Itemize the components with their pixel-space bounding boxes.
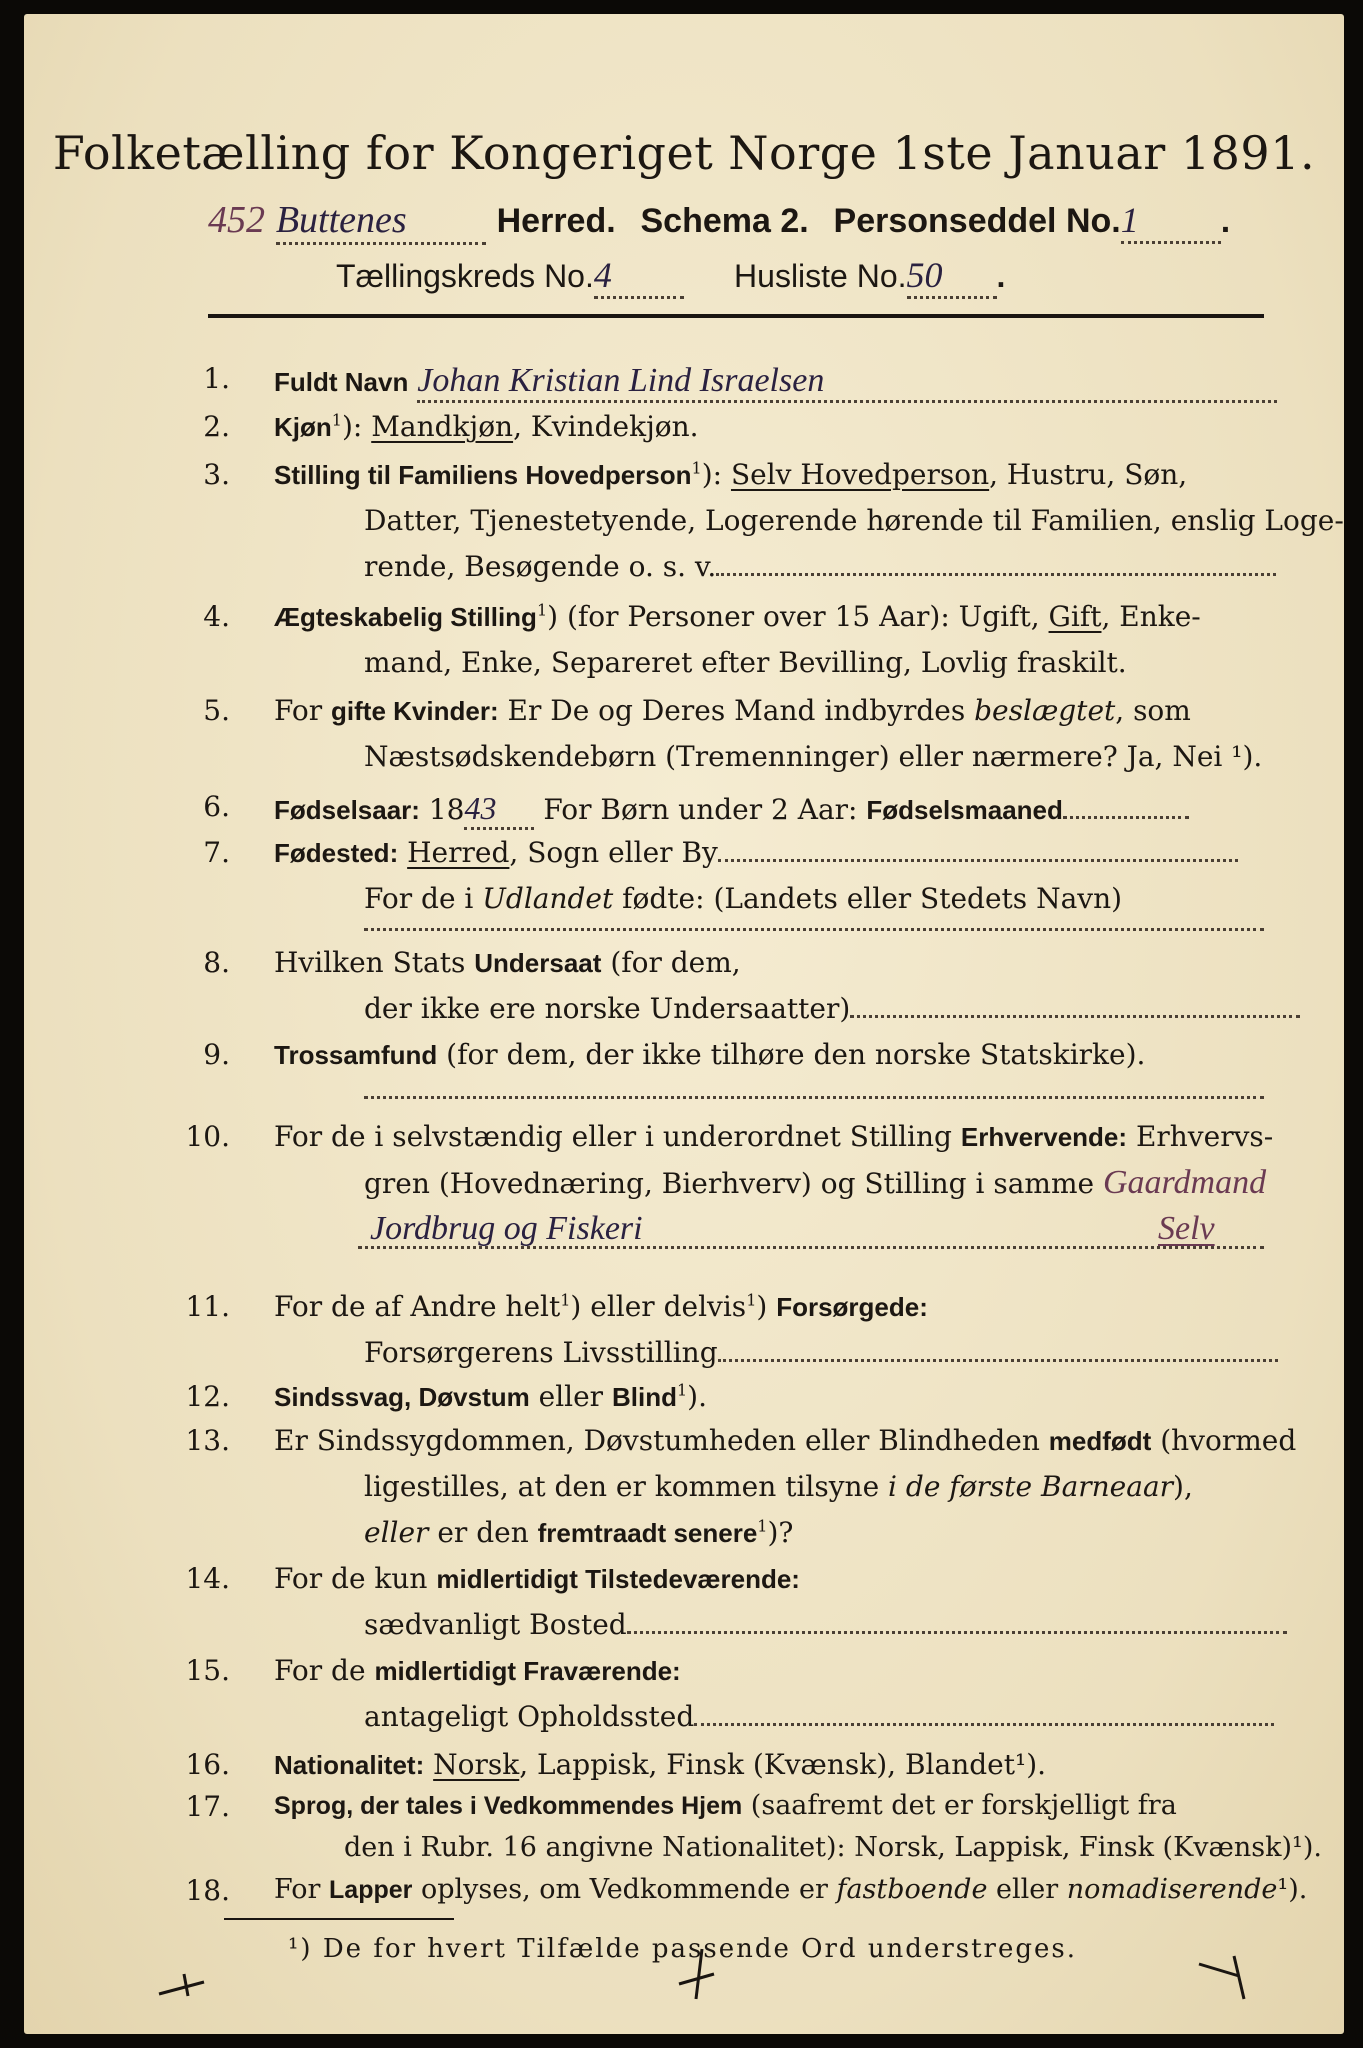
q6-birthmonth-field[interactable]: [1063, 816, 1189, 819]
q14-label: midlertidigt Tilstedeværende:: [436, 1564, 800, 1594]
q4-option-gift[interactable]: Gift: [1048, 600, 1102, 633]
q12-number: 12.: [185, 1380, 230, 1413]
tie-mark-right: [1194, 1944, 1254, 2004]
q7-foreign-field[interactable]: [364, 914, 1264, 931]
q3-answer-field[interactable]: [716, 573, 1276, 576]
q4-number: 4.: [203, 600, 230, 633]
q7-answer-field[interactable]: [718, 859, 1238, 862]
personseddel-label: Personseddel No.: [833, 202, 1121, 240]
q15-number: 15.: [185, 1654, 230, 1687]
q2-label: Kjøn: [274, 412, 332, 442]
q13-line3: eller er den fremtraadt senere$^1$)?: [364, 1516, 794, 1549]
q7-label: Fødested:: [274, 838, 399, 868]
tie-mark-left: [154, 1964, 214, 2004]
q15-line2: antageligt Opholdssted: [364, 1700, 1274, 1733]
footnote-rule: [224, 1918, 454, 1920]
census-form-sheet: [24, 14, 1344, 2034]
herred-label: Herred.: [496, 202, 616, 240]
header-line-herred: 452 Buttenes Herred. Schema 2. Personseddel No.1 .: [208, 198, 1230, 245]
q10-number: 10.: [185, 1120, 230, 1153]
q14-line2: sædvanligt Bosted: [364, 1608, 1287, 1641]
municipality-field[interactable]: Buttenes: [276, 198, 486, 245]
q15-answer-field[interactable]: [694, 1723, 1274, 1726]
q6-birthyear-field[interactable]: 43: [464, 790, 534, 830]
q14-answer-field[interactable]: [627, 1631, 1287, 1634]
q11-row: For de af Andre helt$^1$) eller delvis$^1$) Forsørgede:: [274, 1290, 928, 1323]
q16-option-norsk[interactable]: Norsk: [433, 1748, 520, 1781]
q3-number: 3.: [203, 458, 230, 491]
q1-label: Fuldt Navn: [274, 367, 409, 397]
q13-row: Er Sindssygdommen, Døvstumheden eller Blindheden medfødt (hvormed: [274, 1424, 1297, 1457]
q8-label: Undersaat: [474, 948, 602, 978]
q14-row: For de kun midlertidigt Tilstedeværende:: [274, 1562, 800, 1595]
q17-row: Sprog, der tales i Vedkommendes Hjem (saafremt det er forskjelligt fra: [274, 1790, 1177, 1821]
q6-label: Fødselsaar:: [274, 795, 420, 825]
q9-row: Trossamfund (for dem, der ikke tilhøre den norske Statskirke).: [274, 1038, 1146, 1071]
q4-label: Ægteskabelig Stilling: [274, 602, 537, 632]
q5-label: gifte Kvinder:: [331, 696, 499, 726]
q4-row: Ægteskabelig Stilling$^1$) (for Personer over 15 Aar): Ugift, Gift, Enke-: [274, 600, 1201, 633]
q17-line2: den i Rubr. 16 angivne Nationalitet): Norsk, Lappisk, Finsk (Kvænsk)¹).: [344, 1832, 1322, 1863]
q18-label: Lapper: [329, 1876, 413, 1904]
q16-number: 16.: [185, 1748, 230, 1781]
q14-number: 14.: [185, 1562, 230, 1595]
q2-number: 2.: [203, 410, 230, 443]
kreds-label: Tællingskreds No.: [336, 258, 594, 294]
q9-number: 9.: [203, 1038, 230, 1071]
q12-row: Sindssvag, Døvstum eller Blind$^1$).: [274, 1380, 707, 1413]
q5-row: For gifte Kvinder: Er De og Deres Mand indbyrdes beslægtet, som: [274, 694, 1191, 727]
q3-line2: Datter, Tjenestetyende, Logerende hørende til Familien, enslig Loge-: [364, 504, 1344, 537]
q5-line2: Næstsødskendebørn (Tremenninger) eller nærmere? Ja, Nei ¹).: [364, 740, 1263, 773]
q8-row: Hvilken Stats Undersaat (for dem,: [274, 946, 741, 979]
q1-row: [274, 362, 1277, 403]
husliste-label: Husliste No.: [734, 258, 907, 294]
kreds-field[interactable]: 4: [594, 254, 684, 299]
q13-number: 13.: [185, 1424, 230, 1457]
form-title: Folketælling for Kongeriget Norge 1ste Januar 1891.: [52, 126, 1316, 180]
q2-option-male[interactable]: Mandkjøn: [371, 410, 514, 443]
q6-row: Fødselsaar: 1843 For Børn under 2 Aar: Fødselsmaaned: [274, 790, 1189, 830]
q9-answer-field[interactable]: [364, 1082, 1264, 1099]
q6-number: 6.: [203, 790, 230, 823]
q7-row: Fødested: Herred, Sogn eller By: [274, 836, 1238, 869]
q4-line2: mand, Enke, Separeret efter Bevilling, Lovlig fraskilt.: [364, 646, 1127, 679]
q1-answer-field[interactable]: Johan Kristian Lind Israelsen: [417, 362, 1277, 403]
q8-line2: der ikke ere norske Undersaatter): [364, 992, 1300, 1025]
q10-row: For de i selvstændig eller i underordnet Stilling Erhvervende: Erhvervs-: [274, 1120, 1274, 1153]
q8-number: 8.: [203, 946, 230, 979]
q15-label: midlertidigt Fraværende:: [374, 1656, 681, 1686]
q2-option-female[interactable]: , Kvindekjøn.: [513, 410, 699, 443]
q17-number: 17.: [185, 1790, 230, 1823]
q2-row: Kjøn$^1$): Mandkjøn, Kvindekjøn.: [274, 410, 699, 443]
q18-row: For Lapper oplyses, om Vedkommende er fastboende eller nomadiserende¹).: [274, 1874, 1308, 1905]
header-line-kreds: Tællingskreds No.4 Husliste No.50 .: [336, 254, 1005, 299]
q11-line2: Forsørgerens Livsstilling: [364, 1336, 1278, 1369]
q1-number: 1.: [203, 362, 230, 395]
q8-answer-field[interactable]: [850, 1015, 1300, 1018]
husliste-field[interactable]: 50: [907, 254, 997, 299]
q3-row: Stilling til Familiens Hovedperson$^1$): Selv Hovedperson, Hustru, Søn,: [274, 458, 1188, 491]
q7-line2: For de i Udlandet fødte: (Landets eller Stedets Navn): [364, 882, 1123, 915]
q3-label: Stilling til Familiens Hovedperson: [274, 460, 692, 490]
q10-answer-position[interactable]: Selv: [1158, 1210, 1215, 1247]
q10-answer-industry[interactable]: Jordbrug og Fiskeri: [370, 1210, 643, 1247]
q12-label: Sindssvag, Døvstum: [274, 1382, 530, 1412]
q3-line3: rende, Besøgende o. s. v.: [364, 550, 1276, 583]
footnote: ¹) De for hvert Tilfælde passende Ord understreges.: [288, 1934, 1078, 1964]
q15-row: For de midlertidigt Fraværende:: [274, 1654, 681, 1687]
q11-label: Forsørgede:: [776, 1292, 928, 1322]
q3-option-selv[interactable]: Selv Hovedperson: [730, 458, 990, 491]
q9-label: Trossamfund: [274, 1040, 438, 1070]
q12-label2: Blind: [611, 1382, 677, 1412]
q10-label: Erhvervende:: [960, 1122, 1128, 1152]
q5-number: 5.: [203, 694, 230, 727]
personseddel-field[interactable]: 1: [1121, 199, 1221, 244]
form-number: 452: [208, 199, 265, 241]
q7-number: 7.: [203, 836, 230, 869]
q16-row: Nationalitet: Norsk, Lappisk, Finsk (Kvænsk), Blandet¹).: [274, 1748, 1047, 1781]
q10-line2: gren (Hovednæring, Bierhverv) og Stilling i samme Gaardmand: [364, 1164, 1267, 1201]
q6-label2: Fødselsmaaned: [866, 795, 1063, 825]
q18-number: 18.: [185, 1874, 230, 1907]
q10-answer-line: [358, 1210, 1264, 1260]
q17-label: Sprog, der tales i Vedkommendes Hjem: [274, 1792, 743, 1820]
header-rule: [208, 314, 1264, 318]
q7-option-herred[interactable]: Herred: [407, 836, 510, 869]
tie-mark-center: [674, 1944, 724, 2004]
q11-answer-field[interactable]: [718, 1359, 1278, 1362]
schema-label: Schema 2.: [640, 202, 809, 240]
q13-line2: ligestilles, at den er kommen tilsyne i de første Barneaar),: [364, 1470, 1193, 1503]
q10-answer-occupation[interactable]: Gaardmand: [1103, 1164, 1267, 1201]
q11-number: 11.: [185, 1290, 230, 1323]
q13-label: medfødt: [1048, 1426, 1152, 1456]
q16-label: Nationalitet:: [274, 1750, 425, 1780]
